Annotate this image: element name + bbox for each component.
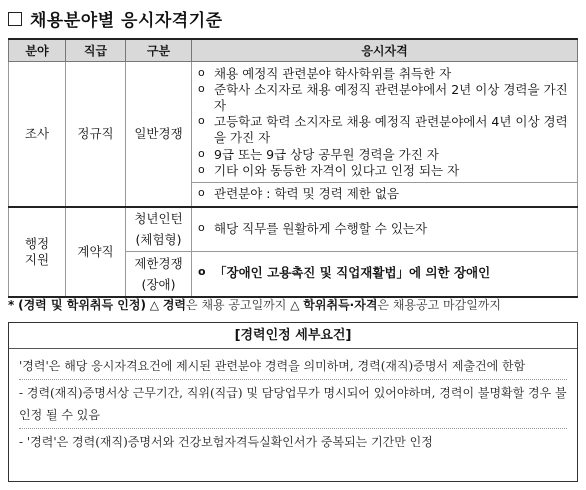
list-item: o 9급 또는 9급 상당 공무원 경력을 가진 자	[198, 146, 439, 162]
list-item: o 「장애인 고용촉진 및 직업재활법」에 의한 장애인	[198, 265, 491, 281]
field-cell: 조사	[9, 61, 66, 207]
header-type: 구분	[126, 39, 192, 61]
detail-paragraph: - '경력'은 경력(재직)증명서와 건강보험자격득실확인서가 중복되는 기간만 인정	[19, 428, 567, 453]
qualification-table	[8, 38, 578, 298]
list-item: o 준학사 소지자로 채용 예정직 관련분야에서 2년 이상 경력을 가진 자	[198, 82, 568, 113]
page-title	[8, 6, 223, 31]
header-field: 분야	[9, 39, 66, 61]
title-text: 채용분야별 응시자격기준	[30, 11, 223, 31]
list-item: o 관련분야 : 학력 및 경력 제한 없음	[192, 182, 577, 202]
detail-heading: [경력인정 세부요건]	[9, 323, 577, 349]
header-qualification: 응시자격	[192, 39, 578, 61]
table-row	[9, 207, 578, 252]
detail-paragraph: '경력'은 해당 응시자격요건에 제시된 관련분야 경력을 의미하며, 경력(재직)증명서 제출건에 한함	[19, 359, 526, 373]
career-requirements-box	[8, 322, 578, 482]
qualification-cell	[192, 61, 578, 207]
header-rank: 직급	[66, 39, 126, 61]
list-item: o 채용 예정직 관련분야 학사학위를 취득한 자	[198, 65, 452, 81]
rank-cell: 계약직	[66, 207, 126, 297]
list-item: o 해당 직무를 원활하게 수행할 수 있는자	[198, 220, 428, 236]
type-cell: 제한경쟁 (장애)	[126, 252, 192, 297]
rank-cell: 정규직	[66, 61, 126, 207]
detail-body	[9, 349, 577, 461]
footnote: * (경력 및 학위취득 인정) △ 경력은 채용 공고일까지 △ 학위취득·자격은 채용공고 마감일까지	[8, 298, 501, 312]
detail-paragraph: - 경력(재직)증명서상 근무기간, 직위(직급) 및 담당업무가 명시되어 있어야하며, 경력이 불명확할 경우 불인정 될 수 있음	[19, 379, 567, 426]
type-cell: 일반경쟁	[126, 61, 192, 207]
table-header-row	[9, 39, 578, 61]
list-item: o 기타 이와 동등한 자격이 있다고 인정 되는 자	[198, 163, 460, 179]
qualification-cell	[192, 252, 578, 297]
list-item: o 고등학교 학력 소지자로 채용 예정직 관련분야에서 4년 이상 경력을 가진 자	[198, 114, 568, 145]
checkbox-square-icon	[8, 12, 22, 26]
type-cell: 청년인턴 (체험형)	[126, 207, 192, 252]
table-row	[9, 61, 578, 207]
qualification-cell	[192, 207, 578, 252]
field-cell: 행정 지원	[9, 207, 66, 297]
